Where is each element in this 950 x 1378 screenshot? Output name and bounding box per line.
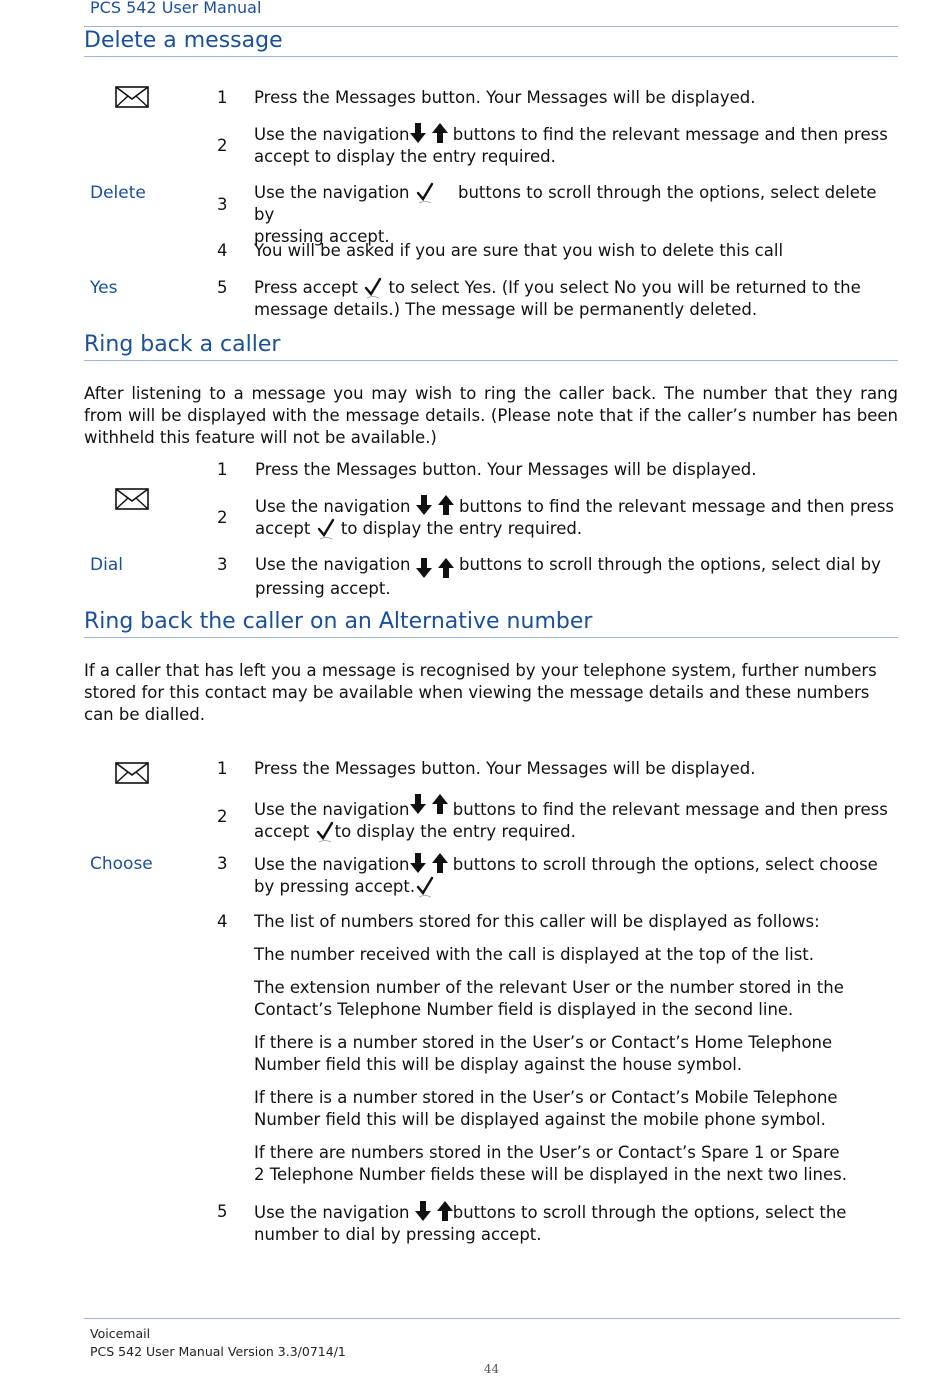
navigation-arrows-icon: [415, 1201, 453, 1221]
step-text: Use the navigation buttons to scroll through the options, select delete by pressing accept.: [254, 183, 877, 246]
navigation-arrows-icon: [416, 495, 454, 515]
footer-rule: [84, 1318, 900, 1319]
accept-tick-icon: [316, 518, 336, 540]
side-label-choose: Choose: [90, 854, 153, 874]
accept-tick-icon: [363, 277, 383, 299]
step-number: 4: [217, 912, 228, 931]
detail-line: The extension number of the relevant User or the number stored in the Contact’s Telephone Number field is displayed in the second line.: [254, 978, 844, 1019]
section-title-delete: Delete a message: [84, 28, 283, 53]
step-text: Use the navigation buttons to scroll through the options, select the number to dial by pressing accept.: [254, 1203, 847, 1244]
page-number: 44: [483, 1362, 500, 1376]
step-number: 2: [217, 807, 228, 826]
step-text: You will be asked if you are sure that you wish to delete this call: [254, 241, 784, 260]
step-number: 3: [217, 555, 228, 574]
step-text: Use the navigation buttons to scroll through the options, select choose by pressing accept.: [254, 855, 878, 896]
section-title-alternative: Ring back the caller on an Alternative number: [84, 609, 593, 634]
header-rule: [84, 26, 898, 27]
step-text: Press the Messages button. Your Messages will be displayed.: [255, 460, 757, 479]
step-number: 2: [217, 508, 228, 527]
footer-section: Voicemail: [90, 1326, 151, 1341]
section-title-ringback: Ring back a caller: [84, 332, 281, 357]
accept-tick-icon: [315, 821, 335, 843]
side-label-delete: Delete: [90, 183, 146, 203]
detail-line: If there are numbers stored in the User’s or Contact’s Spare 1 or Spare 2 Telephone Number fields these will be displayed in the next two lines.: [254, 1143, 847, 1184]
navigation-arrows-icon: [410, 123, 448, 143]
step-number: 1: [217, 759, 228, 778]
navigation-arrows-icon: [410, 794, 448, 814]
side-label-dial: Dial: [90, 555, 123, 575]
navigation-arrows-icon: [416, 558, 454, 578]
step-text: Press the Messages button. Your Messages will be displayed.: [254, 759, 756, 778]
accept-tick-icon: [415, 876, 435, 898]
step-text: Use the navigation buttons to find the relevant message and then press accept to display the entry required.: [254, 125, 888, 166]
step-text: Use the navigation buttons to find the relevant message and then press accept to display the entry required.: [254, 794, 898, 843]
section-rule: [84, 360, 898, 361]
step-number: 1: [217, 460, 228, 479]
detail-line: If there is a number stored in the User’s or Contact’s Home Telephone Number field this will be display against the house symbol.: [254, 1033, 833, 1074]
envelope-icon: [115, 762, 149, 784]
step-text: Press accept to select Yes. (If you select No you will be returned to the message details.) The message will be permanently deleted.: [254, 278, 861, 319]
intro-paragraph: After listening to a message you may wish to ring the caller back. The number that they rang from will be displayed with the message details. (Please note that if the caller’s number has been withheld this feature will not be available.): [84, 384, 898, 447]
manual-title: PCS 542 User Manual: [90, 0, 262, 17]
accept-tick-icon: [415, 182, 435, 204]
step-number: 5: [217, 278, 228, 297]
step-text: Press the Messages button. Your Messages will be displayed.: [254, 88, 756, 107]
step-text: The list of numbers stored for this caller will be displayed as follows:: [254, 912, 820, 931]
section-rule: [84, 56, 898, 57]
step-number: 4: [217, 241, 228, 260]
step-number: 2: [217, 136, 228, 155]
intro-paragraph: If a caller that has left you a message is recognised by your telephone system, further numbers stored for this contact may be available when viewing the message details and these numbers can be dialled.: [84, 661, 877, 724]
detail-line: The number received with the call is displayed at the top of the list.: [254, 945, 815, 964]
footer-version: PCS 542 User Manual Version 3.3/0714/1: [90, 1344, 346, 1359]
section-rule: [84, 637, 898, 638]
envelope-icon: [115, 488, 149, 510]
detail-line: If there is a number stored in the User’s or Contact’s Mobile Telephone Number field this will be displayed against the mobile phone symbol.: [254, 1088, 838, 1129]
step-number: 3: [217, 854, 228, 873]
step-text: Use the navigation buttons to find the relevant message and then press accept to display the entry required.: [255, 497, 895, 538]
side-label-yes: Yes: [90, 278, 118, 298]
step-number: 5: [217, 1202, 228, 1221]
step-number: 1: [217, 88, 228, 107]
step-number: 3: [217, 195, 228, 214]
envelope-icon: [115, 86, 149, 108]
step-text: Use the navigation buttons to scroll through the options, select dial by pressing accept.: [255, 555, 881, 598]
navigation-arrows-icon: [410, 853, 448, 873]
